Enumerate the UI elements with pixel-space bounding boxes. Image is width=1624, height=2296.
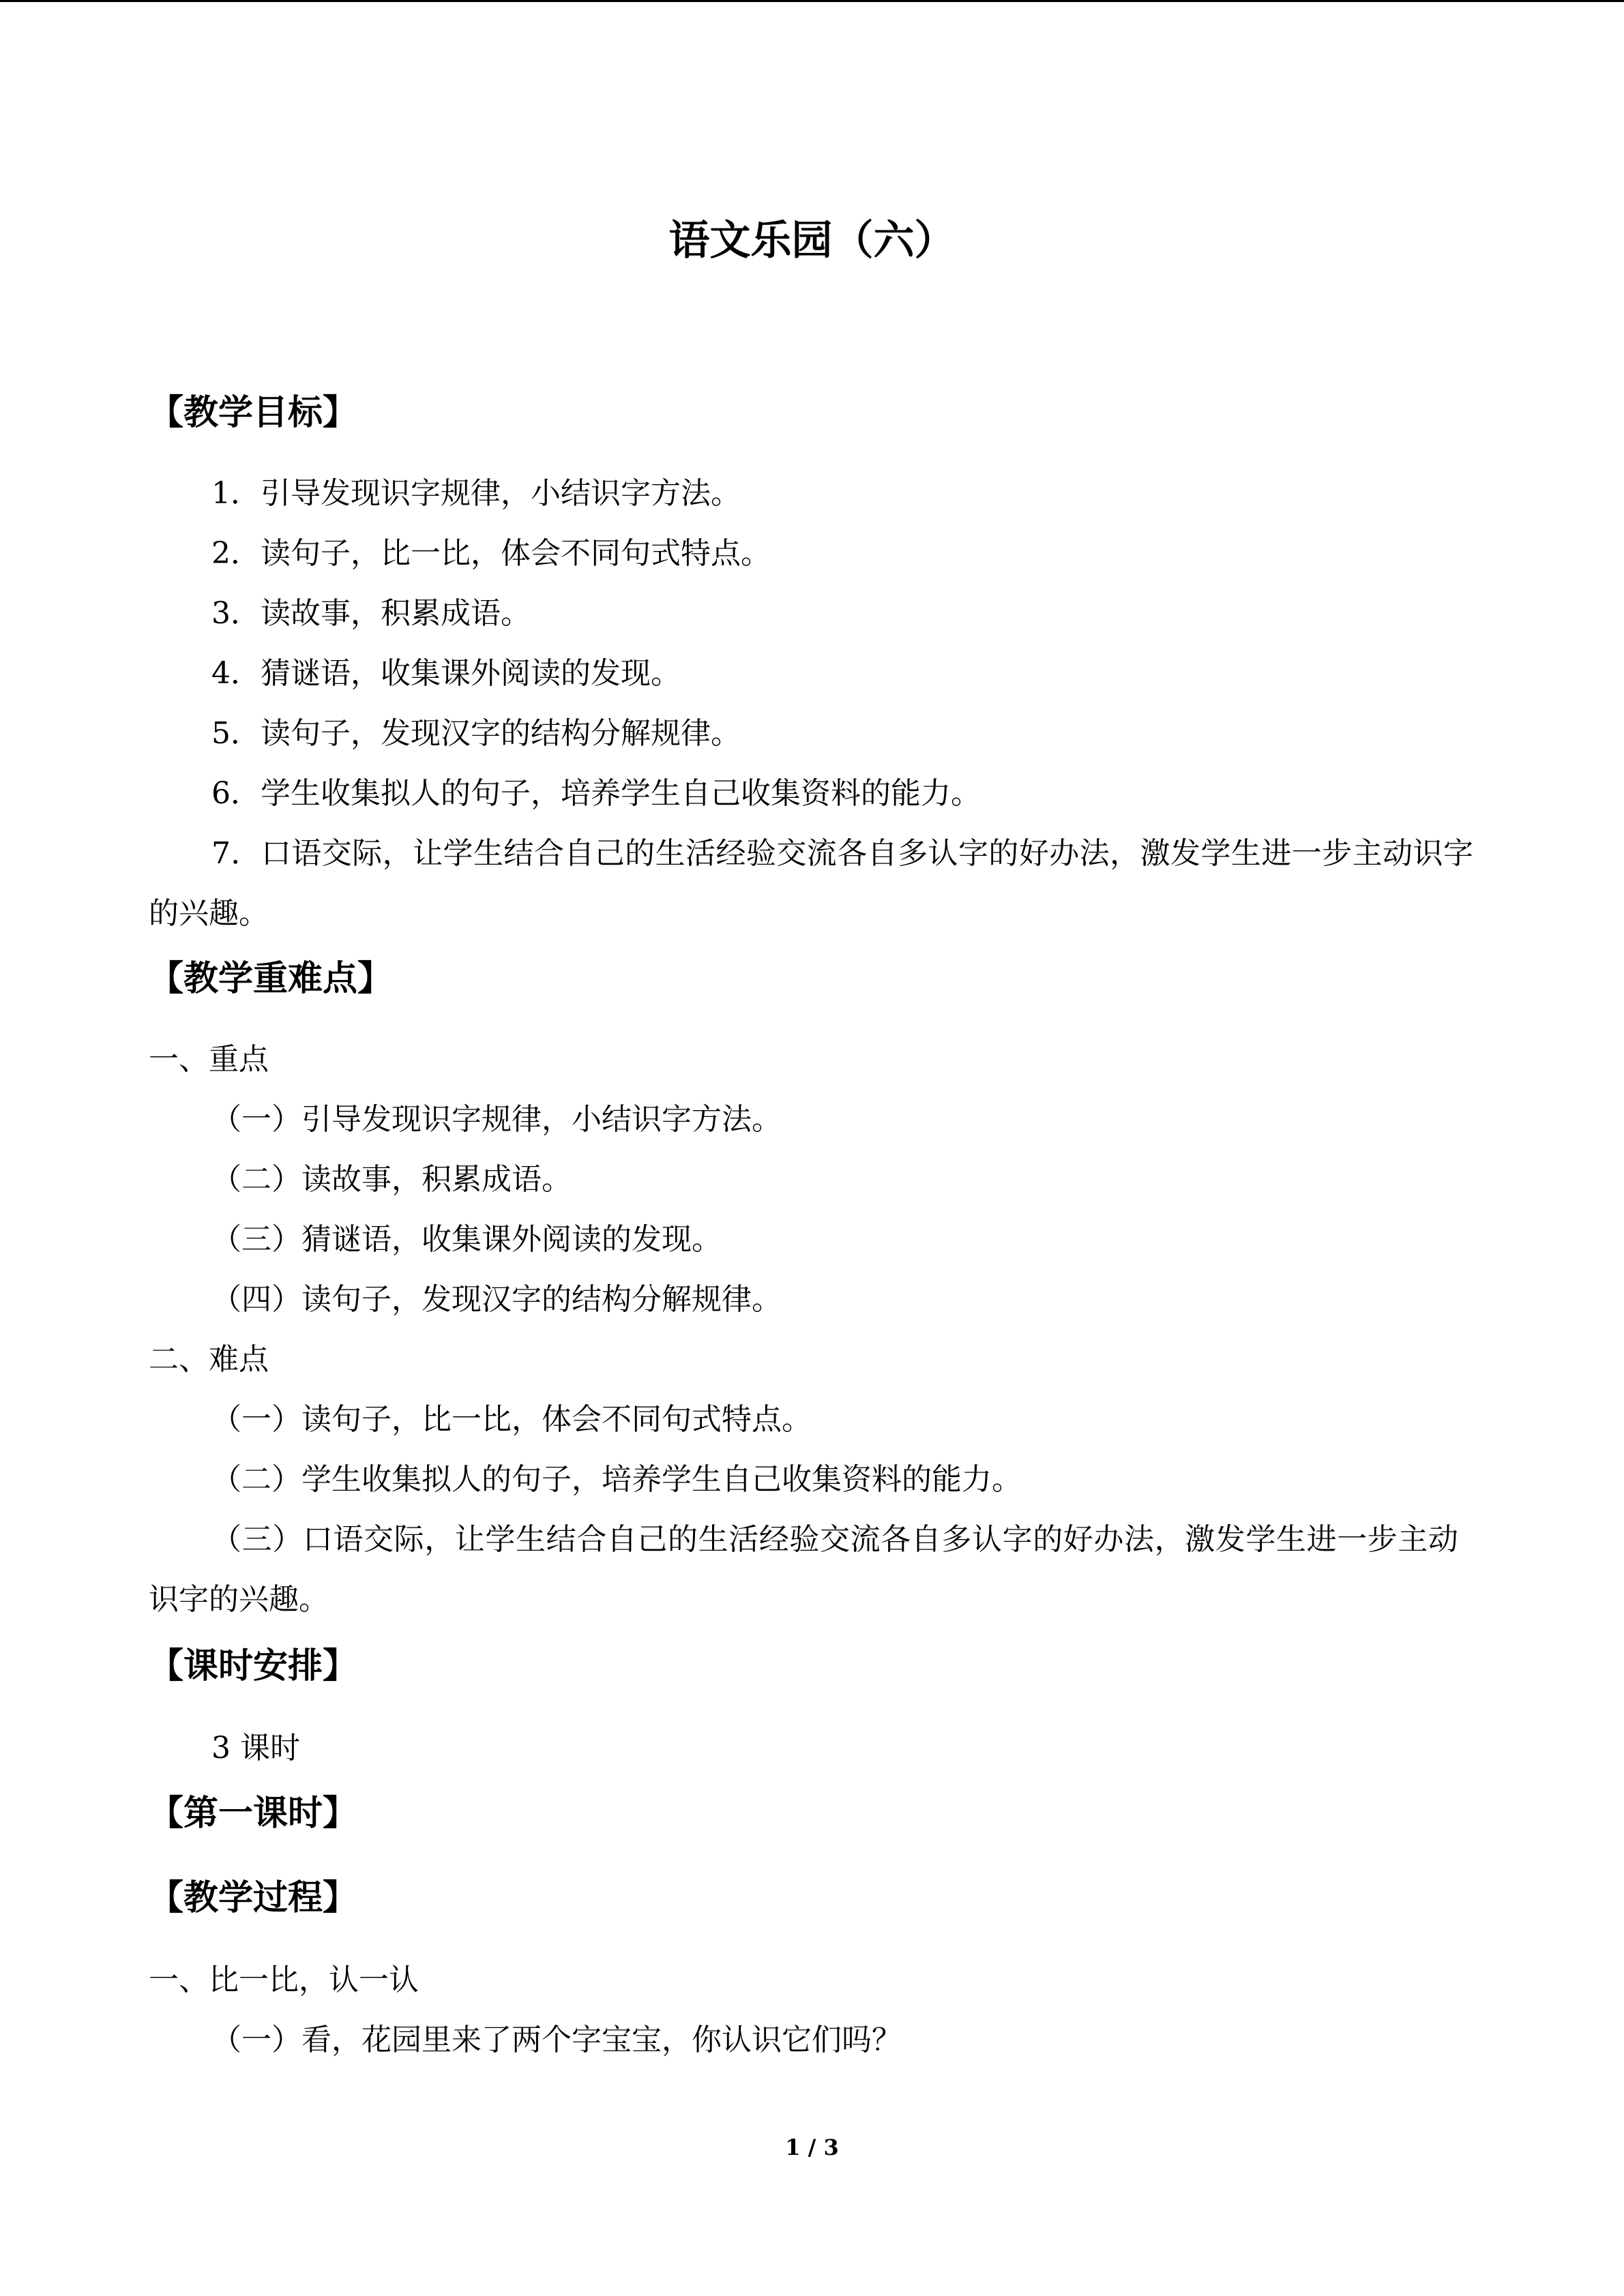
heading-key-points: 【教学重难点】 xyxy=(149,958,393,999)
difficulty-label: 二、难点 xyxy=(149,1342,269,1377)
objective-item: 7．口语交际，让学生结合自己的生活经验交流各自多认字的好办法，激发学生进一步主动识字的兴趣。 xyxy=(149,836,1473,931)
heading-schedule: 【课时安排】 xyxy=(149,1645,358,1686)
difficulty-item: （二）学生收集拟人的句子，培养学生自己收集资料的能力。 xyxy=(211,1462,1022,1497)
objective-item: 3．读故事，积累成语。 xyxy=(211,596,531,631)
focus-label: 一、重点 xyxy=(149,1042,269,1077)
objective-item: 1．引导发现识字规律，小结识字方法。 xyxy=(211,476,741,511)
heading-first-lesson: 【第一课时】 xyxy=(149,1793,358,1834)
schedule-text: 3 课时 xyxy=(211,1731,300,1765)
focus-item: （一）引导发现识字规律，小结识字方法。 xyxy=(211,1102,782,1137)
objective-item: 2．读句子，比一比，体会不同句式特点。 xyxy=(211,536,771,571)
process-step-label: 一、比一比，认一认 xyxy=(149,1963,419,1997)
heading-process: 【教学过程】 xyxy=(149,1877,358,1918)
difficulty-item: （一）读句子，比一比，体会不同句式特点。 xyxy=(211,1402,812,1437)
top-border-rule xyxy=(0,0,1624,2)
focus-item: （四）读句子，发现汉字的结构分解规律。 xyxy=(211,1282,782,1317)
page-number: 1 / 3 xyxy=(785,2134,839,2160)
document-title: 语文乐园（六） xyxy=(668,217,956,265)
focus-item: （三）猜谜语，收集课外阅读的发现。 xyxy=(211,1222,722,1257)
process-step-item: （一）看，花园里来了两个字宝宝，你认识它们吗？ xyxy=(211,2023,902,2057)
focus-item: （二）读故事，积累成语。 xyxy=(211,1162,572,1197)
objective-item: 5．读句子，发现汉字的结构分解规律。 xyxy=(211,716,741,751)
objective-item: 4．猜谜语，收集课外阅读的发现。 xyxy=(211,656,681,691)
objective-item: 6．学生收集拟人的句子，培养学生自己收集资料的能力。 xyxy=(211,776,981,811)
difficulty-item: （三）口语交际，让学生结合自己的生活经验交流各自多认字的好办法，激发学生进一步主动识字的兴趣。 xyxy=(149,1522,1458,1617)
heading-objectives: 【教学目标】 xyxy=(149,392,358,433)
